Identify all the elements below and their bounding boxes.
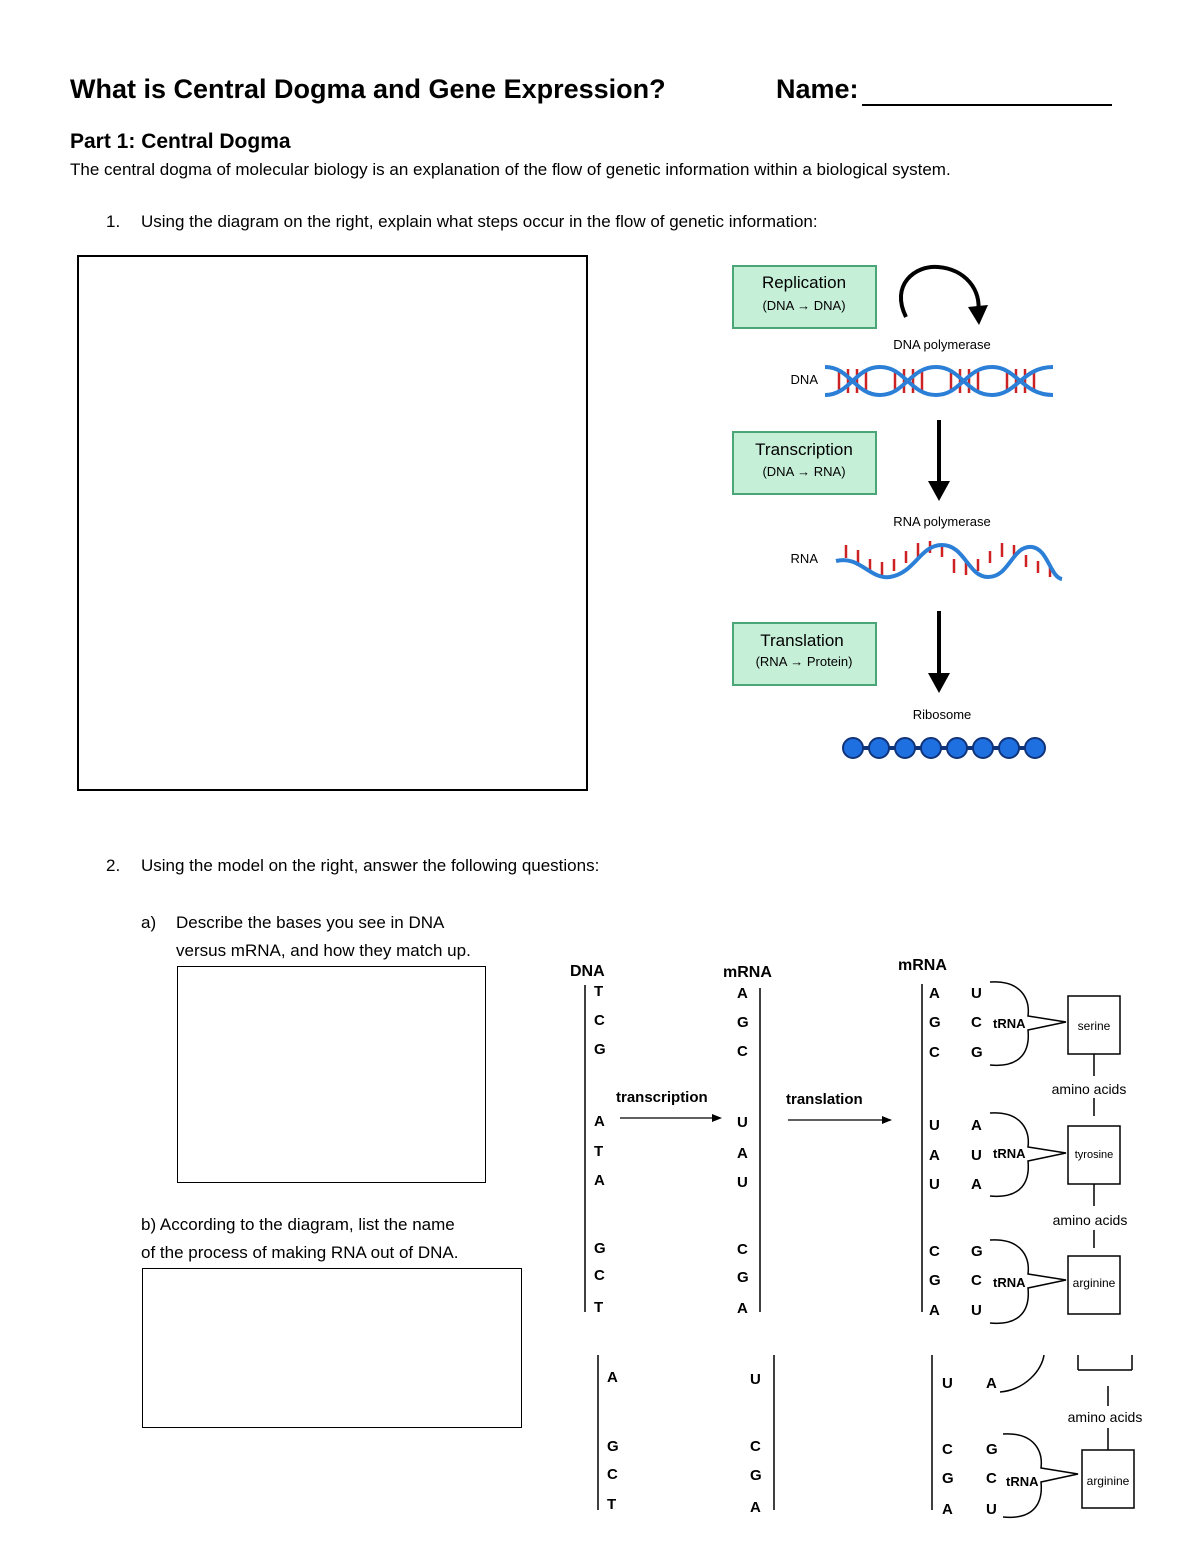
svg-text:U: U	[971, 1302, 982, 1319]
svg-text:C: C	[971, 1272, 982, 1289]
svg-text:A: A	[942, 1501, 953, 1518]
svg-text:C: C	[737, 1043, 748, 1060]
svg-text:C: C	[929, 1044, 940, 1061]
part1-intro: The central dogma of molecular biology is an explanation of the flow of genetic information within a biological system.	[70, 160, 951, 179]
part1-heading: Part 1: Central Dogma	[70, 130, 291, 153]
answer-box-2a[interactable]	[177, 966, 486, 1183]
answer-box-1[interactable]	[77, 255, 588, 791]
rna-polymerase-label: RNA polymerase	[893, 514, 991, 529]
rna-strand-icon	[836, 541, 1062, 579]
svg-text:T: T	[607, 1496, 617, 1513]
svg-text:T: T	[594, 983, 604, 1000]
svg-text:A: A	[971, 1176, 982, 1193]
svg-text:A: A	[986, 1375, 997, 1392]
page-title: What is Central Dogma and Gene Expression?	[70, 74, 666, 104]
svg-text:U: U	[971, 985, 982, 1002]
svg-text:tRNA: tRNA	[993, 1275, 1026, 1290]
dna-polymerase-label: DNA polymerase	[893, 337, 991, 352]
svg-text:G: G	[929, 1272, 941, 1289]
model-mrna-header-2: mRNA	[898, 957, 947, 974]
transcription-title: Transcription	[755, 440, 853, 459]
translation-label: translation	[786, 1091, 863, 1108]
svg-text:A: A	[971, 1117, 982, 1134]
svg-text:tyrosine: tyrosine	[1074, 1149, 1114, 1161]
svg-text:G: G	[750, 1467, 762, 1484]
svg-text:G: G	[942, 1470, 954, 1487]
svg-text:A: A	[594, 1172, 605, 1189]
subquestion-b-line2: of the process of making RNA out of DNA.	[141, 1243, 459, 1262]
svg-text:U: U	[986, 1501, 997, 1518]
svg-text:G: G	[737, 1269, 749, 1286]
svg-text:G: G	[929, 1014, 941, 1031]
question-2-text: Using the model on the right, answer the following questions:	[141, 856, 600, 875]
svg-text:U: U	[971, 1147, 982, 1164]
svg-text:A: A	[750, 1499, 761, 1516]
question-2-number: 2.	[106, 856, 121, 875]
svg-text:A: A	[737, 1300, 748, 1317]
rna-label: RNA	[790, 551, 818, 566]
gene-expression-model-diagram	[560, 950, 1160, 1530]
model-dna-header: DNA	[570, 963, 605, 980]
svg-text:tRNA: tRNA	[993, 1146, 1026, 1161]
svg-text:C: C	[986, 1470, 997, 1487]
replication-loop-arrow-icon	[901, 267, 979, 317]
question-1-number: 1.	[106, 212, 121, 231]
svg-text:C: C	[929, 1243, 940, 1260]
svg-text:G: G	[986, 1441, 998, 1458]
svg-text:U: U	[929, 1117, 940, 1134]
dna-helix-icon	[825, 367, 1053, 395]
name-label: Name:	[776, 74, 859, 104]
svg-text:T: T	[594, 1143, 604, 1160]
svg-text:amino acids: amino acids	[1067, 1409, 1143, 1425]
svg-text:C: C	[607, 1466, 618, 1483]
svg-text:U: U	[929, 1176, 940, 1193]
svg-text:C: C	[594, 1012, 605, 1029]
svg-text:arginine: arginine	[1072, 1276, 1116, 1290]
svg-text:U: U	[737, 1174, 748, 1191]
subquestion-a-line2: versus mRNA, and how they match up.	[176, 941, 471, 960]
svg-text:G: G	[971, 1044, 983, 1061]
transcription-sub: (DNA → RNA)	[762, 464, 846, 479]
svg-text:C: C	[737, 1241, 748, 1258]
svg-text:G: G	[594, 1240, 606, 1257]
svg-text:C: C	[942, 1441, 953, 1458]
svg-text:A: A	[929, 985, 940, 1002]
svg-text:C: C	[971, 1014, 982, 1031]
svg-text:A: A	[737, 1145, 748, 1162]
svg-text:tRNA: tRNA	[993, 1016, 1026, 1031]
translation-sub: (RNA → Protein)	[755, 654, 853, 669]
arrow-right-icon	[882, 1116, 892, 1124]
translation-title: Translation	[760, 631, 844, 650]
transcription-label: transcription	[616, 1089, 708, 1106]
svg-text:C: C	[594, 1267, 605, 1284]
svg-text:amino acids: amino acids	[1052, 1212, 1128, 1228]
svg-text:G: G	[607, 1438, 619, 1455]
svg-text:U: U	[737, 1114, 748, 1131]
question-1-text: Using the diagram on the right, explain what steps occur in the flow of genetic information:	[141, 212, 818, 231]
subquestion-a-marker: a)	[141, 913, 157, 932]
svg-text:arginine: arginine	[1086, 1474, 1130, 1488]
svg-text:A: A	[929, 1147, 940, 1164]
answer-box-2b[interactable]	[142, 1268, 522, 1428]
svg-text:A: A	[737, 985, 748, 1002]
protein-chain-icon	[843, 738, 1045, 758]
name-field-line[interactable]	[862, 104, 1112, 106]
svg-text:tRNA: tRNA	[1006, 1474, 1039, 1489]
svg-text:C: C	[750, 1438, 761, 1455]
svg-text:U: U	[750, 1371, 761, 1388]
svg-text:U: U	[942, 1375, 953, 1392]
arrow-right-icon	[712, 1114, 722, 1122]
replication-title: Replication	[761, 273, 847, 292]
svg-text:A: A	[929, 1302, 940, 1319]
svg-text:serine: serine	[1077, 1019, 1111, 1033]
svg-text:A: A	[594, 1113, 605, 1130]
trna-4-partial	[1000, 1355, 1044, 1392]
subquestion-a-line1: Describe the bases you see in DNA	[176, 913, 445, 932]
svg-text:G: G	[594, 1041, 606, 1058]
svg-text:G: G	[737, 1014, 749, 1031]
subquestion-b-line1: b) According to the diagram, list the name	[141, 1215, 455, 1234]
replication-arrowhead-icon	[968, 305, 988, 325]
ribosome-label: Ribosome	[912, 707, 972, 722]
svg-text:G: G	[971, 1243, 983, 1260]
model-mrna-header: mRNA	[723, 964, 772, 981]
svg-text:amino acids: amino acids	[1051, 1081, 1127, 1097]
dna-label: DNA	[790, 372, 818, 387]
replication-sub: (DNA → DNA)	[762, 298, 846, 313]
svg-text:A: A	[607, 1369, 618, 1386]
central-dogma-diagram	[720, 255, 1080, 775]
svg-text:T: T	[594, 1299, 604, 1316]
